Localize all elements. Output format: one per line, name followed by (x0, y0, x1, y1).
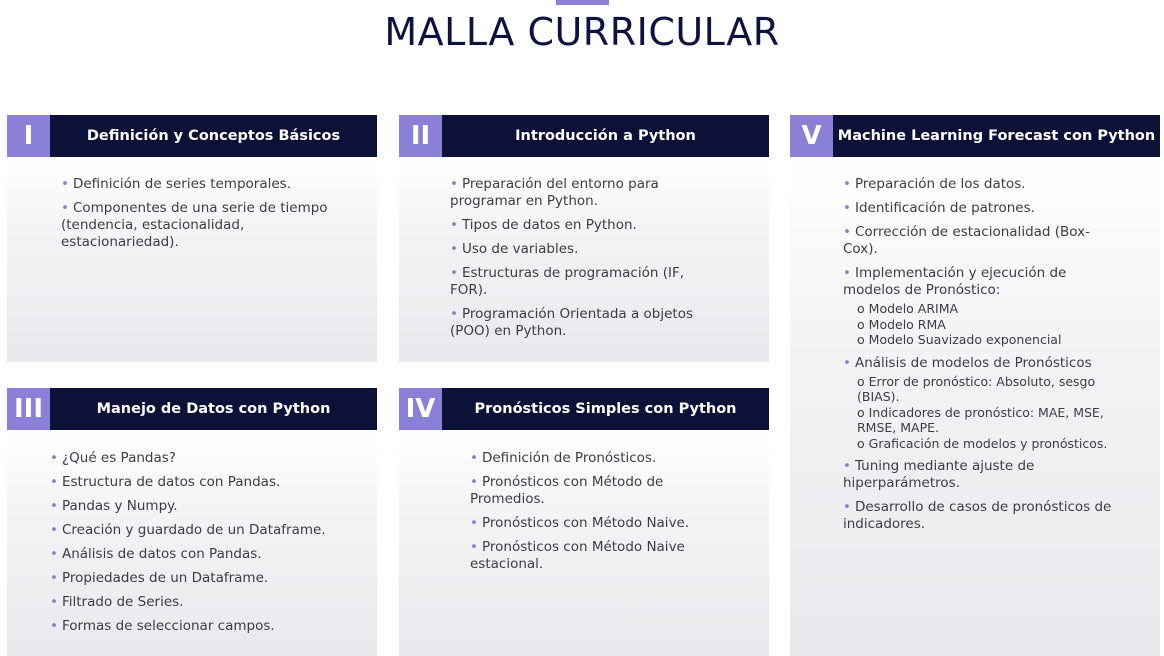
bullet-icon: • (61, 176, 69, 192)
topic-item (50, 522, 350, 539)
module-body (399, 430, 769, 656)
topic-text: Análisis de modelos de Pronósticos (854, 354, 1092, 371)
module-title: Manejo de Datos con Python (96, 401, 331, 417)
module-body (790, 157, 1160, 656)
topic-item (50, 546, 350, 563)
bullet-icon: • (450, 176, 458, 192)
topic-text: Preparación del entorno para programar en Python. (450, 176, 659, 209)
subtopic-text: Indicadores de pronóstico: MAE, MSE, RMSE, MAPE. (857, 404, 1104, 435)
bullet-icon: • (843, 354, 851, 371)
topic-item (470, 539, 720, 573)
topic-item (450, 306, 715, 340)
topic-item (470, 474, 720, 508)
bullet-icon: • (61, 200, 69, 216)
bullet-icon: • (470, 539, 478, 555)
topic-item (843, 265, 1113, 348)
module-title: Definición y Conceptos Básicos (86, 128, 341, 144)
bullet-icon: • (50, 474, 58, 490)
page-title: MALLA CURRICULAR (384, 10, 780, 54)
topic-text: Identificación de patrones. (854, 200, 1035, 216)
module-topic-list (450, 176, 715, 347)
subtopic-item (857, 374, 1113, 405)
topic-text: Pronósticos con Método de Promedios. (470, 474, 664, 507)
topic-text: Desarrollo de casos de pronósticos de indicadores. (843, 499, 1112, 532)
topic-text: Definición de Pronósticos. (481, 450, 657, 466)
circle-bullet-icon: o (857, 373, 865, 389)
circle-bullet-icon: o (857, 301, 865, 316)
subtopic-list (857, 374, 1113, 452)
module-numeral: IV (399, 388, 442, 430)
module-header (7, 388, 377, 430)
module-title: Machine Learning Forecast con Python (837, 128, 1156, 144)
topic-text: Corrección de estacionalidad (Box-Cox). (843, 224, 1090, 257)
bullet-icon: • (470, 474, 478, 490)
bullet-icon: • (50, 594, 58, 610)
topic-item (843, 224, 1113, 258)
bullet-icon: • (470, 450, 478, 466)
module-header (7, 115, 377, 157)
module-topic-list (470, 450, 720, 580)
topic-text: Tipos de datos en Python. (461, 217, 637, 233)
circle-bullet-icon: o (857, 316, 865, 332)
module-numeral: III (7, 388, 50, 430)
topic-item (50, 618, 350, 635)
circle-bullet-icon: o (857, 332, 865, 347)
topic-item (450, 217, 715, 234)
topic-item (61, 176, 331, 193)
topic-text: Estructura de datos con Pandas. (61, 474, 281, 490)
topic-text: Componentes de una serie de tiempo (tendencia, estacionalidad, estacionariedad). (61, 200, 328, 250)
bullet-icon: • (843, 499, 851, 515)
circle-bullet-icon: o (857, 404, 865, 420)
topic-item (843, 499, 1113, 533)
module-card-2 (399, 115, 769, 362)
topic-text: Estructuras de programación (IF, FOR). (450, 265, 685, 298)
module-card-3 (7, 388, 377, 656)
topic-text: Definición de series temporales. (72, 176, 291, 192)
topic-item (843, 458, 1113, 492)
bullet-icon: • (470, 515, 478, 531)
module-numeral: I (7, 115, 50, 157)
topic-text: Formas de seleccionar campos. (61, 618, 275, 634)
module-topic-list (843, 176, 1113, 540)
topic-text: Creación y guardado de un Dataframe. (61, 522, 326, 538)
topic-text: ¿Qué es Pandas? (61, 450, 176, 466)
bullet-icon: • (450, 241, 458, 257)
module-card-5 (790, 115, 1160, 656)
bullet-icon: • (50, 498, 58, 514)
topic-text: Pronósticos con Método Naive estacional. (470, 539, 685, 572)
topic-item (470, 450, 720, 467)
bullet-icon: • (843, 265, 851, 281)
subtopic-item (857, 405, 1113, 436)
subtopic-item (857, 436, 1113, 452)
bullet-icon: • (843, 458, 851, 474)
circle-bullet-icon: o (857, 435, 865, 451)
subtopic-item (857, 332, 1113, 348)
subtopic-text: Graficación de modelos y pronósticos. (868, 435, 1108, 451)
topic-item (61, 200, 331, 251)
bullet-icon: • (843, 200, 851, 216)
module-card-1 (7, 115, 377, 362)
title-accent-bar (556, 0, 609, 5)
topic-text: Pandas y Numpy. (61, 498, 178, 514)
subtopic-text: Modelo RMA (868, 316, 946, 332)
topic-text: Uso de variables. (461, 241, 579, 257)
module-body (399, 157, 769, 362)
bullet-icon: • (843, 176, 851, 192)
bullet-icon: • (50, 618, 58, 634)
subtopic-text: Error de pronóstico: Absoluto, sesgo (BIAS). (857, 373, 1096, 404)
subtopic-list (857, 301, 1113, 348)
topic-item (50, 450, 350, 467)
topic-item (50, 570, 350, 587)
bullet-icon: • (450, 217, 458, 233)
topic-text: Implementación y ejecución de modelos de Pronóstico: (843, 265, 1067, 298)
topic-item (450, 241, 715, 258)
subtopic-item (857, 301, 1113, 317)
module-topic-list (61, 176, 331, 258)
module-title: Pronósticos Simples con Python (474, 401, 737, 417)
topic-text: Programación Orientada a objetos (POO) en Python. (450, 306, 694, 339)
bullet-icon: • (450, 306, 458, 322)
bullet-icon: • (50, 570, 58, 586)
topic-text: Propiedades de un Dataframe. (61, 570, 269, 586)
topic-item (450, 176, 715, 210)
module-numeral: V (790, 115, 833, 157)
topic-item (50, 594, 350, 611)
topic-item (843, 355, 1113, 452)
module-card-4 (399, 388, 769, 656)
topic-item (470, 515, 720, 532)
topic-item (450, 265, 715, 299)
module-body (7, 430, 377, 656)
module-header (399, 115, 769, 157)
topic-text: Preparación de los datos. (854, 176, 1026, 192)
subtopic-text: Modelo Suavizado exponencial (868, 332, 1062, 347)
bullet-icon: • (50, 546, 58, 562)
topic-text: Análisis de datos con Pandas. (61, 546, 262, 562)
topic-item (50, 498, 350, 515)
topic-item (843, 200, 1113, 217)
topic-text: Tuning mediante ajuste de hiperparámetros. (843, 458, 1035, 491)
bullet-icon: • (50, 450, 58, 466)
module-body (7, 157, 377, 362)
topic-text: Pronósticos con Método Naive. (481, 515, 690, 531)
subtopic-text: Modelo ARIMA (868, 301, 959, 316)
topic-item (50, 474, 350, 491)
module-header (790, 115, 1160, 157)
bullet-icon: • (450, 265, 458, 281)
module-header (399, 388, 769, 430)
topic-text: Filtrado de Series. (61, 594, 184, 610)
module-topic-list (50, 450, 350, 642)
module-title: Introducción a Python (515, 128, 696, 144)
module-numeral: II (399, 115, 442, 157)
topic-item (843, 176, 1113, 193)
bullet-icon: • (50, 522, 58, 538)
bullet-icon: • (843, 224, 851, 240)
subtopic-item (857, 317, 1113, 333)
